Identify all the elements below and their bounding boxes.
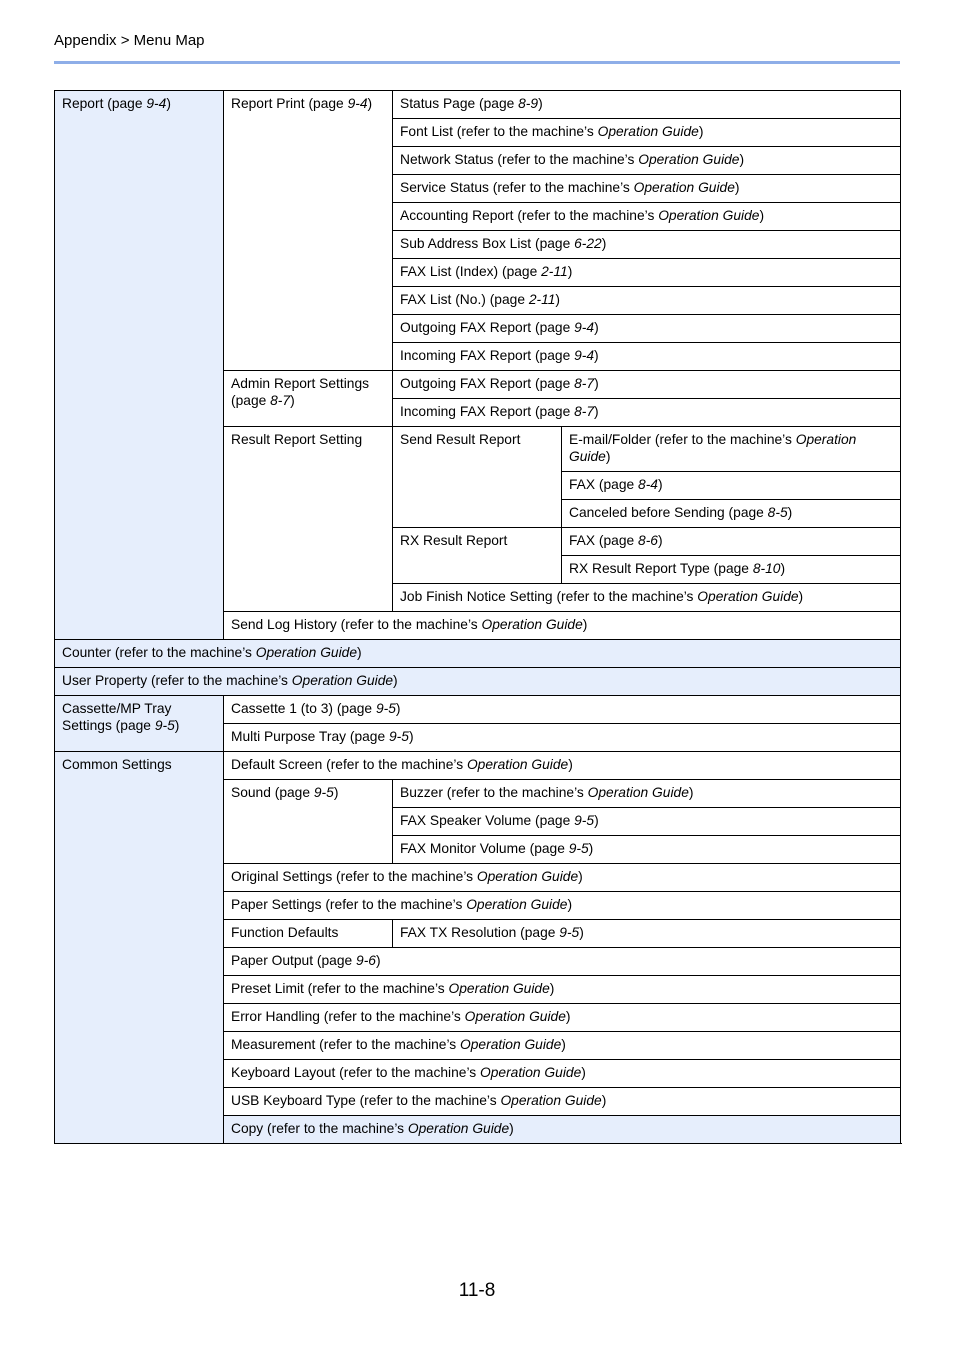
menu-measurement: Measurement (refer to the machine’s Operation Guide)	[224, 1032, 901, 1060]
menu-counter: Counter (refer to the machine’s Operation Guide)	[55, 640, 901, 668]
menu-report-print: Report Print (page 9-4)	[224, 91, 393, 371]
menu-canceled-before-sending: Canceled before Sending (page 8-5)	[562, 500, 901, 528]
menu-rx-result-report: RX Result Report	[393, 528, 562, 584]
menu-cassette-1-3: Cassette 1 (to 3) (page 9-5)	[224, 696, 901, 724]
menu-fax-list-index: FAX List (Index) (page 2-11)	[393, 259, 901, 287]
menu-paper-output: Paper Output (page 9-6)	[224, 948, 901, 976]
table-row	[55, 91, 901, 119]
menu-status-page: Status Page (page 8-9)	[393, 91, 901, 119]
menu-fax-list-no: FAX List (No.) (page 2-11)	[393, 287, 901, 315]
menu-buzzer: Buzzer (refer to the machine’s Operation Guide)	[393, 780, 901, 808]
page-number: 11-8	[458, 1280, 496, 1301]
menu-error-handling: Error Handling (refer to the machine’s Operation Guide)	[224, 1004, 901, 1032]
menu-send-result-report: Send Result Report	[393, 427, 562, 528]
table-row	[55, 696, 901, 724]
menu-font-list: Font List (refer to the machine’s Operation Guide)	[393, 119, 901, 147]
menu-fax-monitor-volume: FAX Monitor Volume (page 9-5)	[393, 836, 901, 864]
menu-rx-result-fax: FAX (page 8-6)	[562, 528, 901, 556]
breadcrumb: Appendix > Menu Map	[54, 32, 205, 49]
table-row	[55, 640, 901, 668]
menu-original-settings: Original Settings (refer to the machine’s Operation Guide)	[224, 864, 901, 892]
menu-sound: Sound (page 9-5)	[224, 780, 393, 864]
menu-function-defaults: Function Defaults	[224, 920, 393, 948]
menu-email-folder: E-mail/Folder (refer to the machine’s Operation Guide)	[562, 427, 901, 472]
menu-user-property: User Property (refer to the machine’s Operation Guide)	[55, 668, 901, 696]
menu-report: Report (page 9-4)	[55, 91, 224, 640]
menu-sub-address-box-list: Sub Address Box List (page 6-22)	[393, 231, 901, 259]
menu-network-status: Network Status (refer to the machine’s Operation Guide)	[393, 147, 901, 175]
menu-send-result-fax: FAX (page 8-4)	[562, 472, 901, 500]
menu-multi-purpose-tray: Multi Purpose Tray (page 9-5)	[224, 724, 901, 752]
menu-fax-speaker-volume: FAX Speaker Volume (page 9-5)	[393, 808, 901, 836]
menu-keyboard-layout: Keyboard Layout (refer to the machine’s Operation Guide)	[224, 1060, 901, 1088]
menu-outgoing-fax-report: Outgoing FAX Report (page 9-4)	[393, 315, 901, 343]
menu-paper-settings: Paper Settings (refer to the machine’s Operation Guide)	[224, 892, 901, 920]
menu-incoming-fax-report: Incoming FAX Report (page 9-4)	[393, 343, 901, 371]
menu-usb-keyboard-type: USB Keyboard Type (refer to the machine’s Operation Guide)	[224, 1088, 901, 1116]
menu-copy: Copy (refer to the machine’s Operation Guide)	[224, 1116, 901, 1144]
table-row	[55, 752, 901, 780]
menu-accounting-report: Accounting Report (refer to the machine’s Operation Guide)	[393, 203, 901, 231]
menu-preset-limit: Preset Limit (refer to the machine’s Operation Guide)	[224, 976, 901, 1004]
menu-admin-report-settings: Admin Report Settings (page 8-7)	[224, 371, 393, 427]
menu-send-log-history: Send Log History (refer to the machine’s Operation Guide)	[224, 612, 901, 640]
menu-service-status: Service Status (refer to the machine’s Operation Guide)	[393, 175, 901, 203]
menu-cassette-mp-tray: Cassette/MP Tray Settings (page 9-5)	[55, 696, 224, 752]
menu-result-report-setting: Result Report Setting	[224, 427, 393, 612]
menu-map-table	[54, 90, 901, 1144]
menu-rx-result-report-type: RX Result Report Type (page 8-10)	[562, 556, 901, 584]
menu-fax-tx-resolution: FAX TX Resolution (page 9-5)	[393, 920, 901, 948]
menu-job-finish-notice: Job Finish Notice Setting (refer to the machine’s Operation Guide)	[393, 584, 901, 612]
menu-default-screen: Default Screen (refer to the machine’s Operation Guide)	[224, 752, 901, 780]
header-rule	[54, 61, 900, 64]
menu-admin-outgoing-fax-report: Outgoing FAX Report (page 8-7)	[393, 371, 901, 399]
table-row	[55, 668, 901, 696]
menu-common-settings: Common Settings	[55, 752, 224, 1144]
menu-admin-incoming-fax-report: Incoming FAX Report (page 8-7)	[393, 399, 901, 427]
